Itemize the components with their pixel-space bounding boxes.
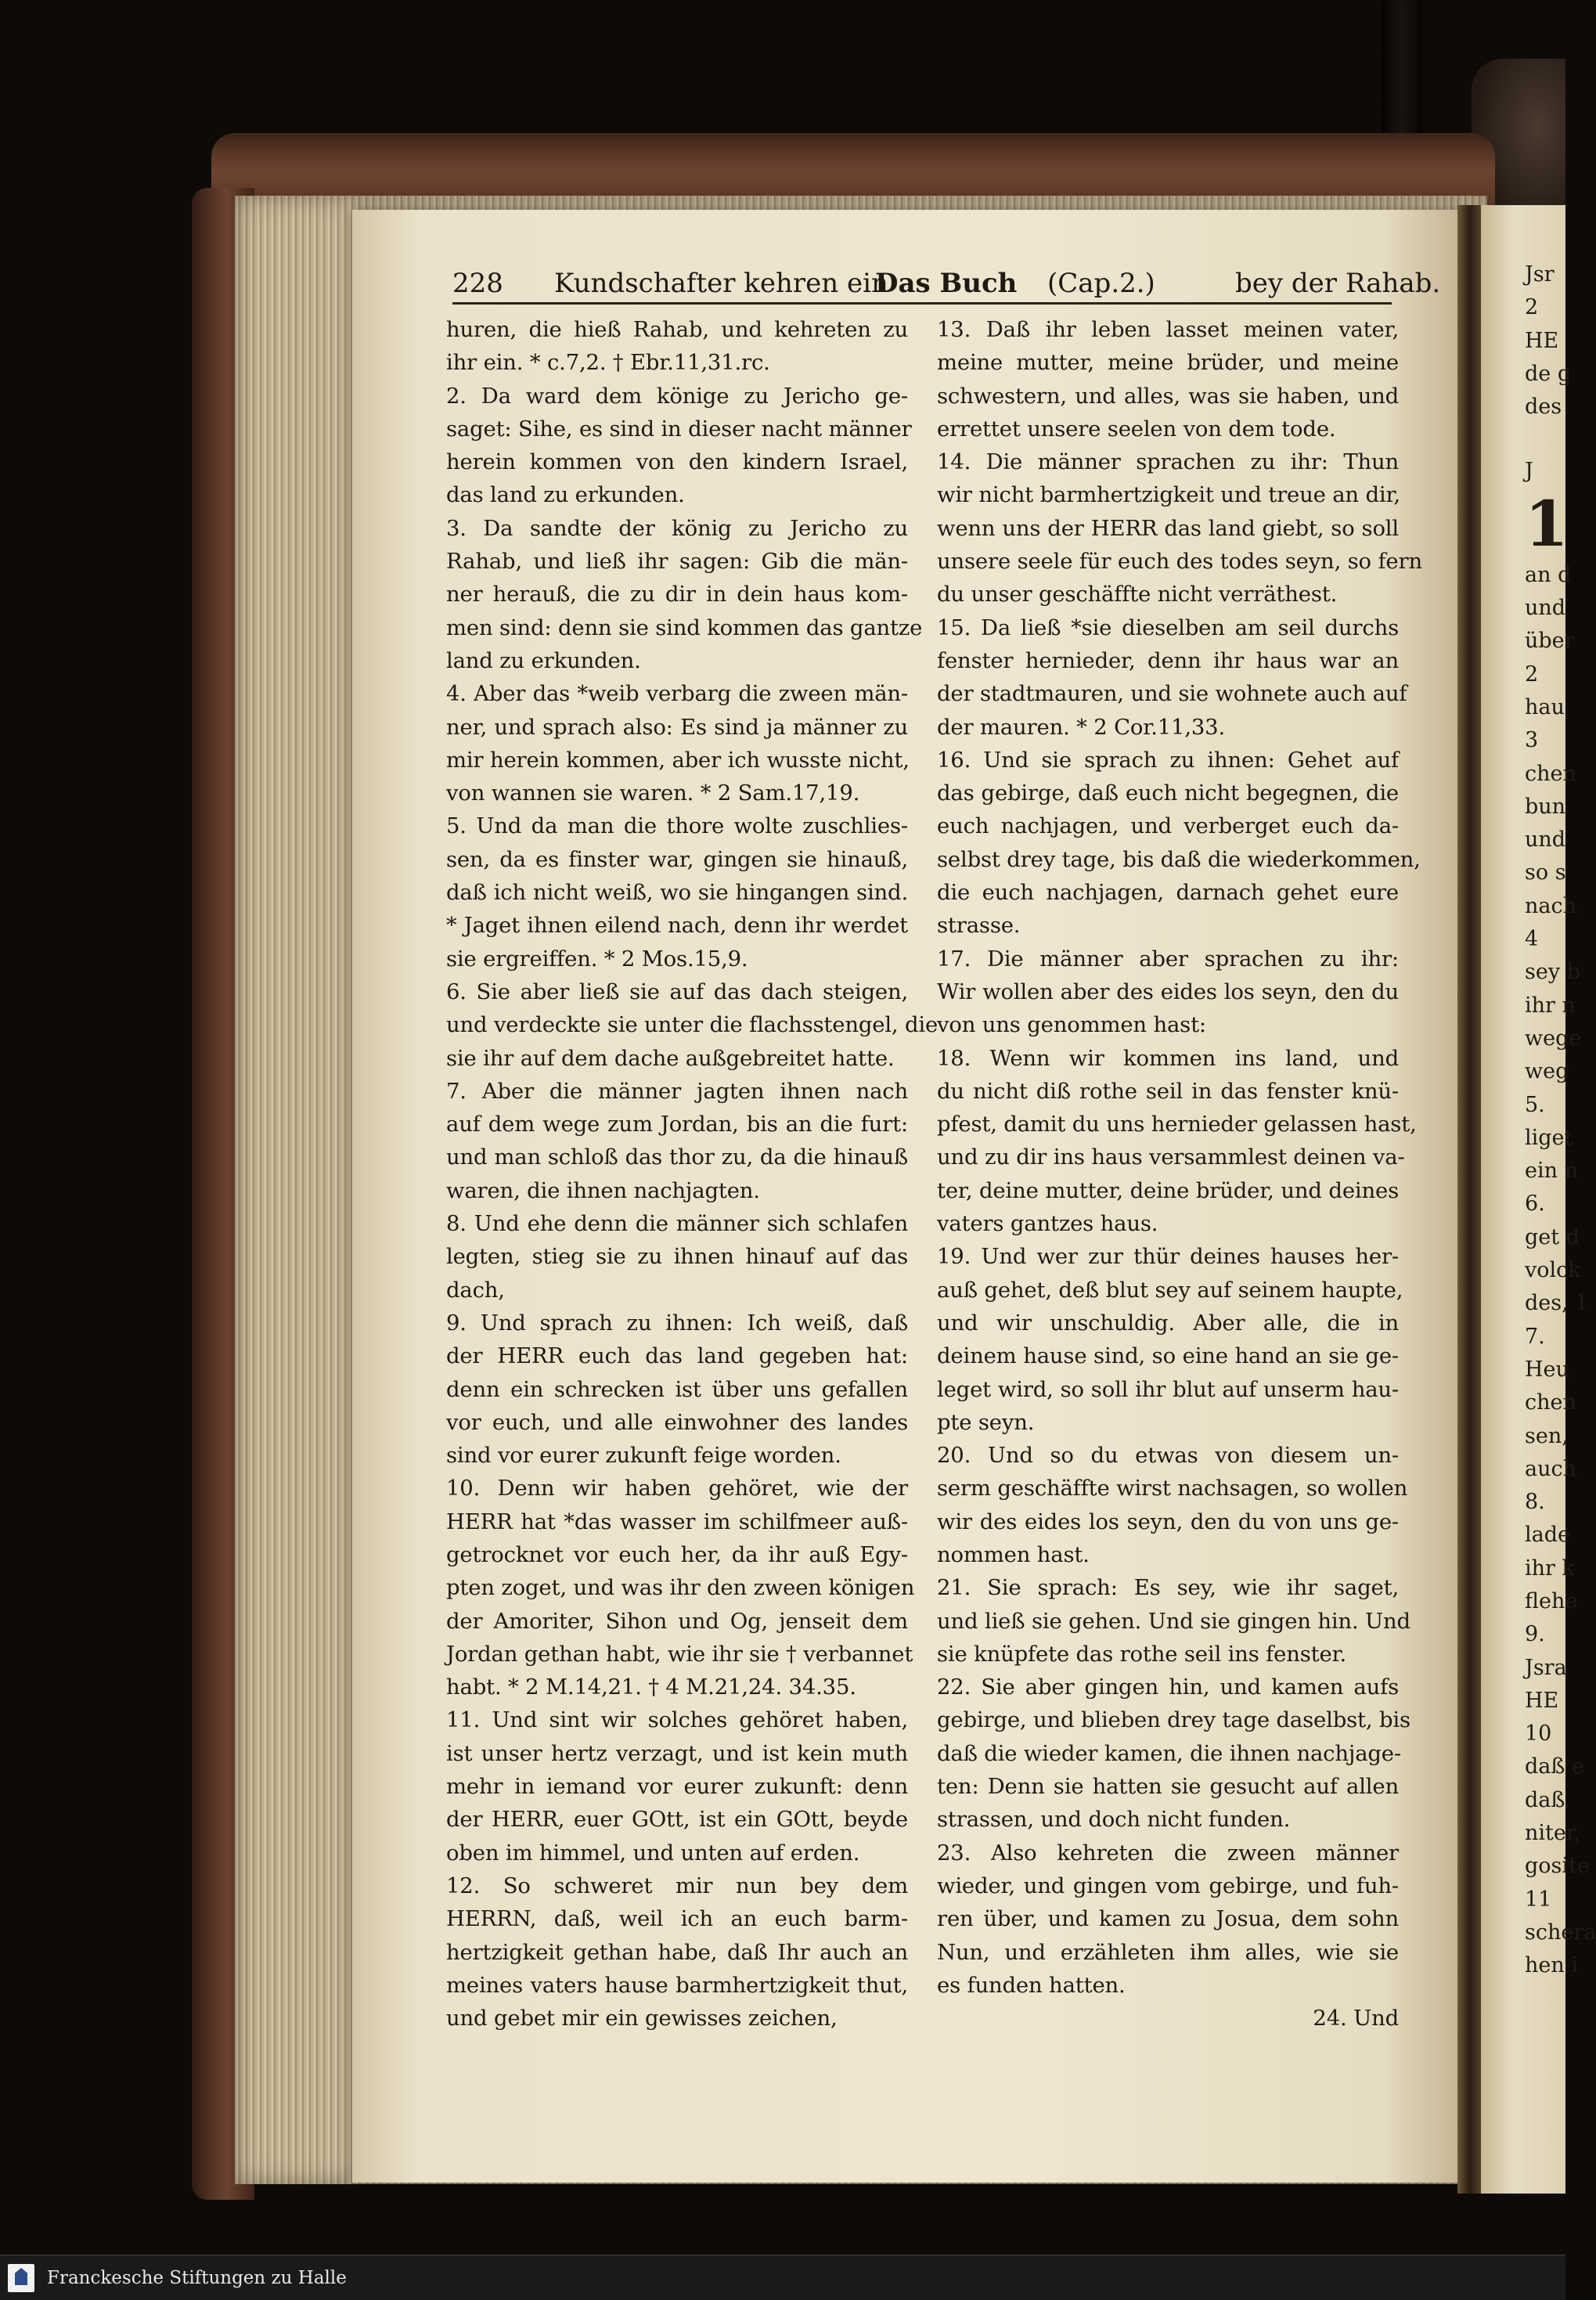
text-line: 22. Sie aber gingen hin, und kamen aufs: [937, 1675, 1399, 1700]
text-line: 24. Und: [1313, 2006, 1399, 2031]
facing-page-fragment: so s: [1525, 860, 1566, 885]
text-line: saget: Sihe, es sind in dieser nacht männer: [446, 416, 912, 442]
facing-page-fragment: bun: [1525, 794, 1566, 819]
facing-page-fragment: auch: [1525, 1456, 1576, 1481]
text-line: wieder, und gingen vom gebirge, und fuh-: [937, 1873, 1399, 1898]
text-line: getrocknet vor euch her, da ihr auß Egy-: [446, 1541, 908, 1567]
facing-page-fragment: ihr k: [1525, 1556, 1575, 1581]
text-line: pte seyn.: [937, 1409, 1035, 1435]
text-line: strassen, und doch nicht funden.: [937, 1807, 1291, 1833]
text-line: 7. Aber die männer jagten ihnen nach: [446, 1078, 908, 1104]
text-line: herein kommen von den kindern Israel,: [446, 449, 908, 475]
text-line: 5. Und da man die thore wolte zuschlies-: [446, 813, 908, 839]
text-line: euch nachjagen, und verberget euch da-: [937, 813, 1399, 839]
text-line: daß ich nicht weiß, wo sie hingangen sind.: [446, 880, 908, 906]
text-line: auf dem wege zum Jordan, bis an die furt:: [446, 1112, 908, 1137]
institution-logo-icon: [8, 2264, 34, 2292]
facing-page-fragment: und: [1525, 596, 1566, 621]
chapter-label: (Cap.2.): [1047, 268, 1155, 299]
facing-page-fragment: flehe: [1525, 1588, 1578, 1613]
facing-page-fragment: chen: [1525, 761, 1576, 786]
text-line: 20. Und so du etwas von diesem un-: [937, 1443, 1399, 1469]
text-line: Nun, und erzähleten ihm alles, wie sie: [937, 1939, 1399, 1965]
text-line: waren, die ihnen nachjagten.: [446, 1177, 760, 1203]
text-line: 8. Und ehe denn die männer sich schlafen: [446, 1211, 908, 1237]
text-line: es funden hatten.: [937, 1972, 1126, 1998]
facing-page-fragment: wege: [1525, 1026, 1582, 1051]
facing-page-fragment: über: [1525, 629, 1575, 654]
facing-page-fragment: HE: [1525, 1688, 1559, 1713]
text-line: nommen hast.: [937, 1541, 1090, 1567]
text-line: der mauren. * 2 Cor.11,33.: [937, 714, 1226, 740]
text-line: und wir unschuldig. Aber alle, die in: [937, 1310, 1399, 1336]
text-line: daß die wieder kamen, die ihnen nachjage-: [937, 1740, 1401, 1766]
text-line: Jordan gethan habt, wie ihr sie † verbannet: [446, 1641, 913, 1667]
facing-page-fragment: hau: [1525, 694, 1565, 719]
text-line: die euch nachjagen, darnach gehet eure: [937, 880, 1399, 906]
facing-page-fragment: weg: [1525, 1059, 1569, 1084]
page-number: 228: [452, 268, 503, 299]
facing-page-fragment: chen: [1525, 1390, 1576, 1415]
facing-page-fragment: 8.: [1525, 1490, 1545, 1515]
right-column: [937, 313, 1422, 2035]
head-rule: [452, 302, 1392, 305]
text-line: Rahab, und ließ ihr sagen: Gib die män-: [446, 549, 908, 575]
text-line: wenn uns der HERR das land giebt, so soll: [937, 515, 1399, 541]
text-line: 13. Daß ihr leben lasset meinen vater,: [937, 317, 1399, 342]
text-line: ner, und sprach also: Es sind ja männer zu: [446, 714, 908, 740]
text-line: wir des eides los seyn, den du von uns ge-: [937, 1509, 1399, 1534]
facing-page-fragment: 4: [1525, 927, 1539, 952]
text-line: selbst drey tage, bis daß die wiederkommen,: [937, 846, 1421, 872]
text-line: der HERR euch das land gegeben hat:: [446, 1343, 908, 1369]
facing-page-fragment: daß e: [1525, 1754, 1584, 1779]
text-line: 10. Denn wir haben gehöret, wie der: [446, 1476, 908, 1501]
head-left-text: Kundschafter kehren ein: [554, 268, 888, 299]
page-gutter: [1457, 205, 1484, 2194]
text-line: gebirge, und blieben drey tage daselbst, bis: [937, 1707, 1410, 1733]
text-line: deinem hause sind, so eine hand an sie ge-: [937, 1343, 1399, 1369]
text-line: du nicht diß rothe seil in das fenster knü-: [937, 1078, 1399, 1104]
facing-page-fragment: Jsr: [1525, 262, 1555, 287]
text-line: 21. Sie sprach: Es sey, wie ihr saget,: [937, 1575, 1399, 1601]
text-line: pten zoget, und was ihr den zween königen: [446, 1575, 915, 1601]
head-right-text: bey der Rahab.: [1235, 268, 1441, 299]
text-line: ten: Denn sie hatten sie gesucht auf allen: [937, 1774, 1399, 1800]
facing-page-fragment: J: [1525, 459, 1533, 484]
text-line: legten, stieg sie zu ihnen hinauf auf das: [446, 1244, 908, 1270]
facing-page-fragment: 10: [1525, 1721, 1552, 1747]
facing-page-fragment: gosite: [1525, 1854, 1590, 1879]
text-line: pfest, damit du uns hernieder gelassen hast,: [937, 1112, 1417, 1137]
facing-page-fragment: des: [1525, 395, 1562, 420]
facing-page-fragment: nach: [1525, 893, 1576, 918]
text-line: habt. * 2 M.14,21. † 4 M.21,24. 34.35.: [446, 1675, 856, 1700]
text-line: sie knüpfete das rothe seil ins fenster.: [937, 1641, 1347, 1667]
facing-page-fragment: sen,: [1525, 1423, 1569, 1448]
running-head: [452, 265, 1441, 304]
facing-page-fragment: 9.: [1525, 1622, 1545, 1647]
footer-institution: Franckesche Stiftungen zu Halle: [47, 2268, 347, 2288]
facing-page-fragment: get d: [1525, 1224, 1580, 1249]
facing-page-fragment: 2: [1525, 662, 1539, 687]
text-line: sind vor eurer zukunft feige worden.: [446, 1443, 841, 1469]
text-line: ist unser hertz verzagt, und ist kein muth: [446, 1740, 908, 1766]
facing-page-fragment: 2: [1525, 295, 1539, 320]
facing-page-fragment: und: [1525, 827, 1566, 853]
facing-page-fragment: Heu: [1525, 1357, 1569, 1382]
facing-page-fragment: 3: [1525, 728, 1539, 753]
text-line: mehr in iemand vor eurer zukunft: denn: [446, 1774, 908, 1800]
text-line: 16. Und sie sprach zu ihnen: Gehet auf: [937, 747, 1399, 773]
facing-page-fragment: schera: [1525, 1920, 1596, 1945]
text-line: sen, da es finster war, gingen sie hinauß,: [446, 846, 908, 872]
text-line: dach,: [446, 1277, 505, 1303]
text-line: meine mutter, meine brüder, und meine: [937, 350, 1399, 376]
facing-page-fragment: niter,: [1525, 1821, 1581, 1846]
facing-page-fragment: de g: [1525, 361, 1572, 386]
text-line: der Amoriter, Sihon und Og, jenseit dem: [446, 1608, 908, 1634]
facing-page-fragment: Jsra: [1525, 1655, 1567, 1680]
text-line: ner herauß, die zu dir in dein haus kom-: [446, 582, 908, 607]
text-line: du unser geschäffte nicht verräthest.: [937, 582, 1338, 607]
text-line: ihr ein. * c.7,2. † Ebr.11,31.rc.: [446, 350, 770, 376]
facing-page-fragment: 11: [1525, 1887, 1552, 1912]
text-line: ren über, und kamen zu Josua, dem sohn: [937, 1906, 1399, 1932]
text-line: hertzigkeit gethan habe, daß Ihr auch an: [446, 1939, 908, 1965]
text-line: sie ihr auf dem dache außgebreitet hatte.: [446, 1045, 895, 1071]
text-line: vaters gantzes haus.: [937, 1211, 1158, 1237]
text-line: das land zu erkunden.: [446, 482, 685, 508]
text-line: vor euch, und alle einwohner des landes: [446, 1409, 908, 1435]
text-line: 19. Und wer zur thür deines hauses her-: [937, 1244, 1399, 1270]
footer-bar: [0, 2255, 1565, 2300]
book-title: Das Buch: [875, 268, 1018, 299]
text-line: der stadtmauren, und sie wohnete auch auf: [937, 681, 1407, 707]
text-line: 12. So schweret mir nun bey dem: [446, 1873, 908, 1898]
text-line: und ließ sie gehen. Und sie gingen hin. Und: [937, 1608, 1410, 1634]
text-line: sie ergreiffen. * 2 Mos.15,9.: [446, 946, 748, 972]
text-line: HERR hat *das wasser im schilfmeer auß-: [446, 1509, 908, 1534]
text-line: von uns genommen hast:: [937, 1012, 1206, 1038]
facing-page-fragment: sey b: [1525, 960, 1580, 985]
facing-page-fragment: [1525, 424, 1572, 455]
text-line: und verdeckte sie unter die flachsstengel, die: [446, 1012, 939, 1038]
text-line: * Jaget ihnen eilend nach, denn ihr werdet: [446, 913, 908, 939]
text-line: 3. Da sandte der könig zu Jericho zu: [446, 515, 908, 541]
text-line: fenster hernieder, denn ihr haus war an: [937, 647, 1399, 673]
text-line: 15. Da ließ *sie dieselben am seil durchs: [937, 615, 1399, 640]
text-line: Wir wollen aber des eides los seyn, den du: [937, 979, 1399, 1004]
text-line: 9. Und sprach zu ihnen: Ich weiß, daß: [446, 1310, 908, 1336]
text-line: 14. Die männer sprachen zu ihr: Thun: [937, 449, 1399, 475]
facing-page-text: [1525, 258, 1596, 1983]
facing-page-fragment: an d: [1525, 562, 1572, 587]
facing-page-fragment: daß: [1525, 1787, 1565, 1812]
text-line: das gebirge, daß euch nicht begegnen, die: [937, 780, 1399, 806]
text-line: und man schloß das thor zu, da die hinauß: [446, 1145, 908, 1170]
left-column: [446, 313, 939, 2035]
text-line: denn ein schrecken ist über uns gefallen: [446, 1376, 908, 1402]
text-line: auß gehet, deß blut sey auf seinem haupte,: [937, 1277, 1403, 1303]
facing-page-fragment: 5.: [1525, 1092, 1545, 1117]
text-line: 11. Und sint wir solches gehöret haben,: [446, 1707, 908, 1733]
text-line: serm geschäffte wirst nachsagen, so wollen: [937, 1476, 1408, 1501]
facing-page-fragment: 7.: [1525, 1324, 1545, 1349]
facing-page-fragment: 6.: [1525, 1191, 1545, 1217]
text-line: 23. Also kehreten die zween männer: [937, 1840, 1399, 1866]
text-line: 6. Sie aber ließ sie auf das dach steigen,: [446, 979, 908, 1004]
facing-page-fragment: des, 1: [1525, 1291, 1589, 1316]
text-line: unsere seele für euch des todes seyn, so fern: [937, 549, 1422, 575]
facing-page-fragment: hen i: [1525, 1953, 1578, 1978]
text-line: 4. Aber das *weib verbarg die zween män-: [446, 681, 908, 707]
text-line: 17. Die männer aber sprachen zu ihr:: [937, 946, 1399, 972]
text-line: 18. Wenn wir kommen ins land, und: [937, 1045, 1399, 1071]
text-line: strasse.: [937, 913, 1021, 939]
text-line: von wannen sie waren. * 2 Sam.17,19.: [446, 780, 860, 806]
text-line: und zu dir ins haus versammlest deinen va-: [937, 1145, 1405, 1170]
text-line: oben im himmel, und unten auf erden.: [446, 1840, 860, 1866]
text-line: wir nicht barmhertzigkeit und treue an dir,: [937, 482, 1400, 508]
text-line: HERRN, daß, weil ich an euch barm-: [446, 1906, 908, 1932]
facing-page-fragment: HE: [1525, 328, 1559, 353]
text-line: huren, die hieß Rahab, und kehreten zu: [446, 317, 908, 342]
text-line: men sind: denn sie sind kommen das gantze: [446, 615, 923, 640]
text-line: ter, deine mutter, deine brüder, und deines: [937, 1177, 1399, 1203]
facing-page-fragment: ihr n: [1525, 993, 1576, 1018]
text-line: mir herein kommen, aber ich wusste nicht,: [446, 747, 910, 773]
text-line: errettet unsere seelen von dem tode.: [937, 416, 1336, 442]
facing-page-fragment: 1: [1525, 486, 1569, 561]
text-line: der HERR, euer GOtt, ist ein GOtt, beyde: [446, 1807, 908, 1833]
facing-page-fragment: volck: [1525, 1258, 1581, 1283]
text-line: schwestern, und alles, was sie haben, und: [937, 383, 1399, 409]
facing-page-fragment: ein n: [1525, 1159, 1578, 1184]
text-line: und gebet mir ein gewisses zeichen,: [446, 2006, 838, 2031]
facing-page-fragment: lade: [1525, 1523, 1570, 1548]
text-line: 2. Da ward dem könige zu Jericho ge-: [446, 383, 908, 409]
facing-page-fragment: liget: [1525, 1125, 1573, 1150]
text-line: meines vaters hause barmhertzigkeit thut,: [446, 1972, 908, 1998]
text-line: leget wird, so soll ihr blut auf unserm hau-: [937, 1376, 1399, 1402]
text-line: land zu erkunden.: [446, 647, 641, 673]
